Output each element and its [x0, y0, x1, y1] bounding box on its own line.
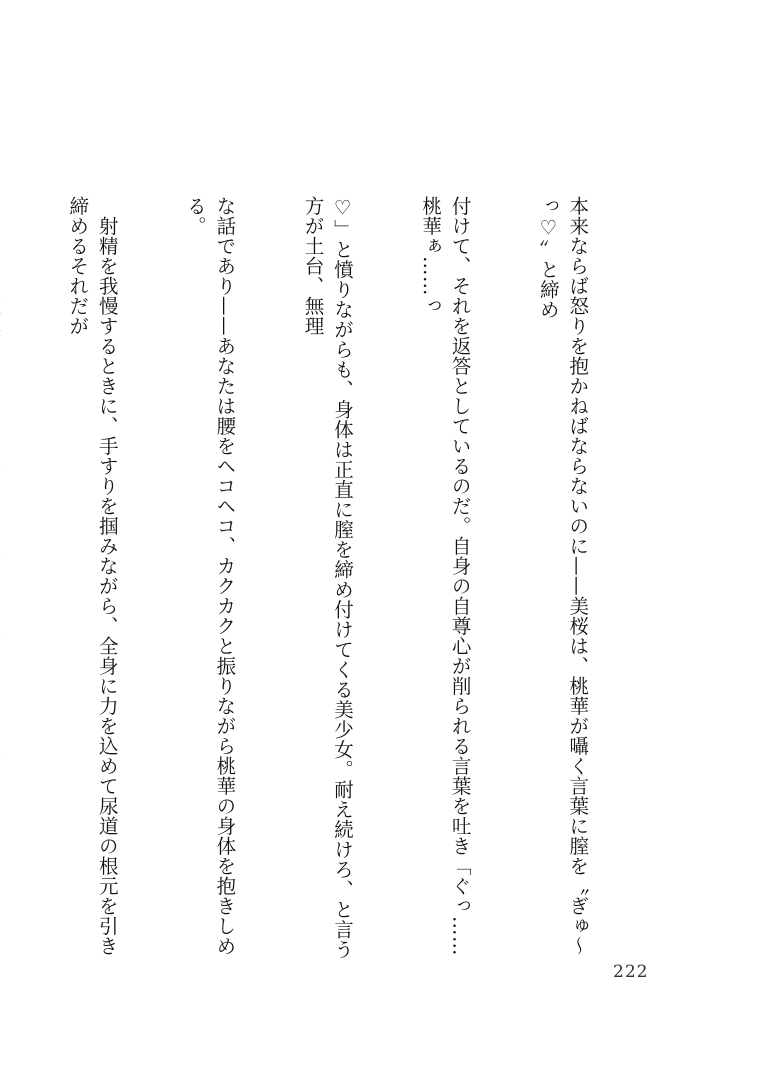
- text-line: 射精を我慢するときに、手すりを掴みながら、全身に力を込めて尿道の根元を引き締めるそれだが: [66, 196, 119, 956]
- text-line: [0, 196, 4, 966]
- text-line: ♡」と憤りながらも、身体は正直に膣を締め付けてくる美少女。耐え続けろ、と言う方が土台、無理: [301, 196, 354, 960]
- page-number: 222: [613, 962, 649, 982]
- body-text: [0, 196, 651, 966]
- text-line: な話であり——あなたは腰をヘコヘコ、カクカクと振りながら桃華の身体を抱きしめる。: [183, 196, 237, 956]
- text-line: 付けて、それを返答としているのだ。自身の自尊心が削られる言葉を吐き「ぐっ……桃華ぁ……っ: [419, 196, 472, 956]
- text-line: 本来ならば怒りを抱かねばならないのに——美桜は、桃華が囁く言葉に膣を〝ぎゅ〜っ♡〟と締め: [536, 196, 590, 956]
